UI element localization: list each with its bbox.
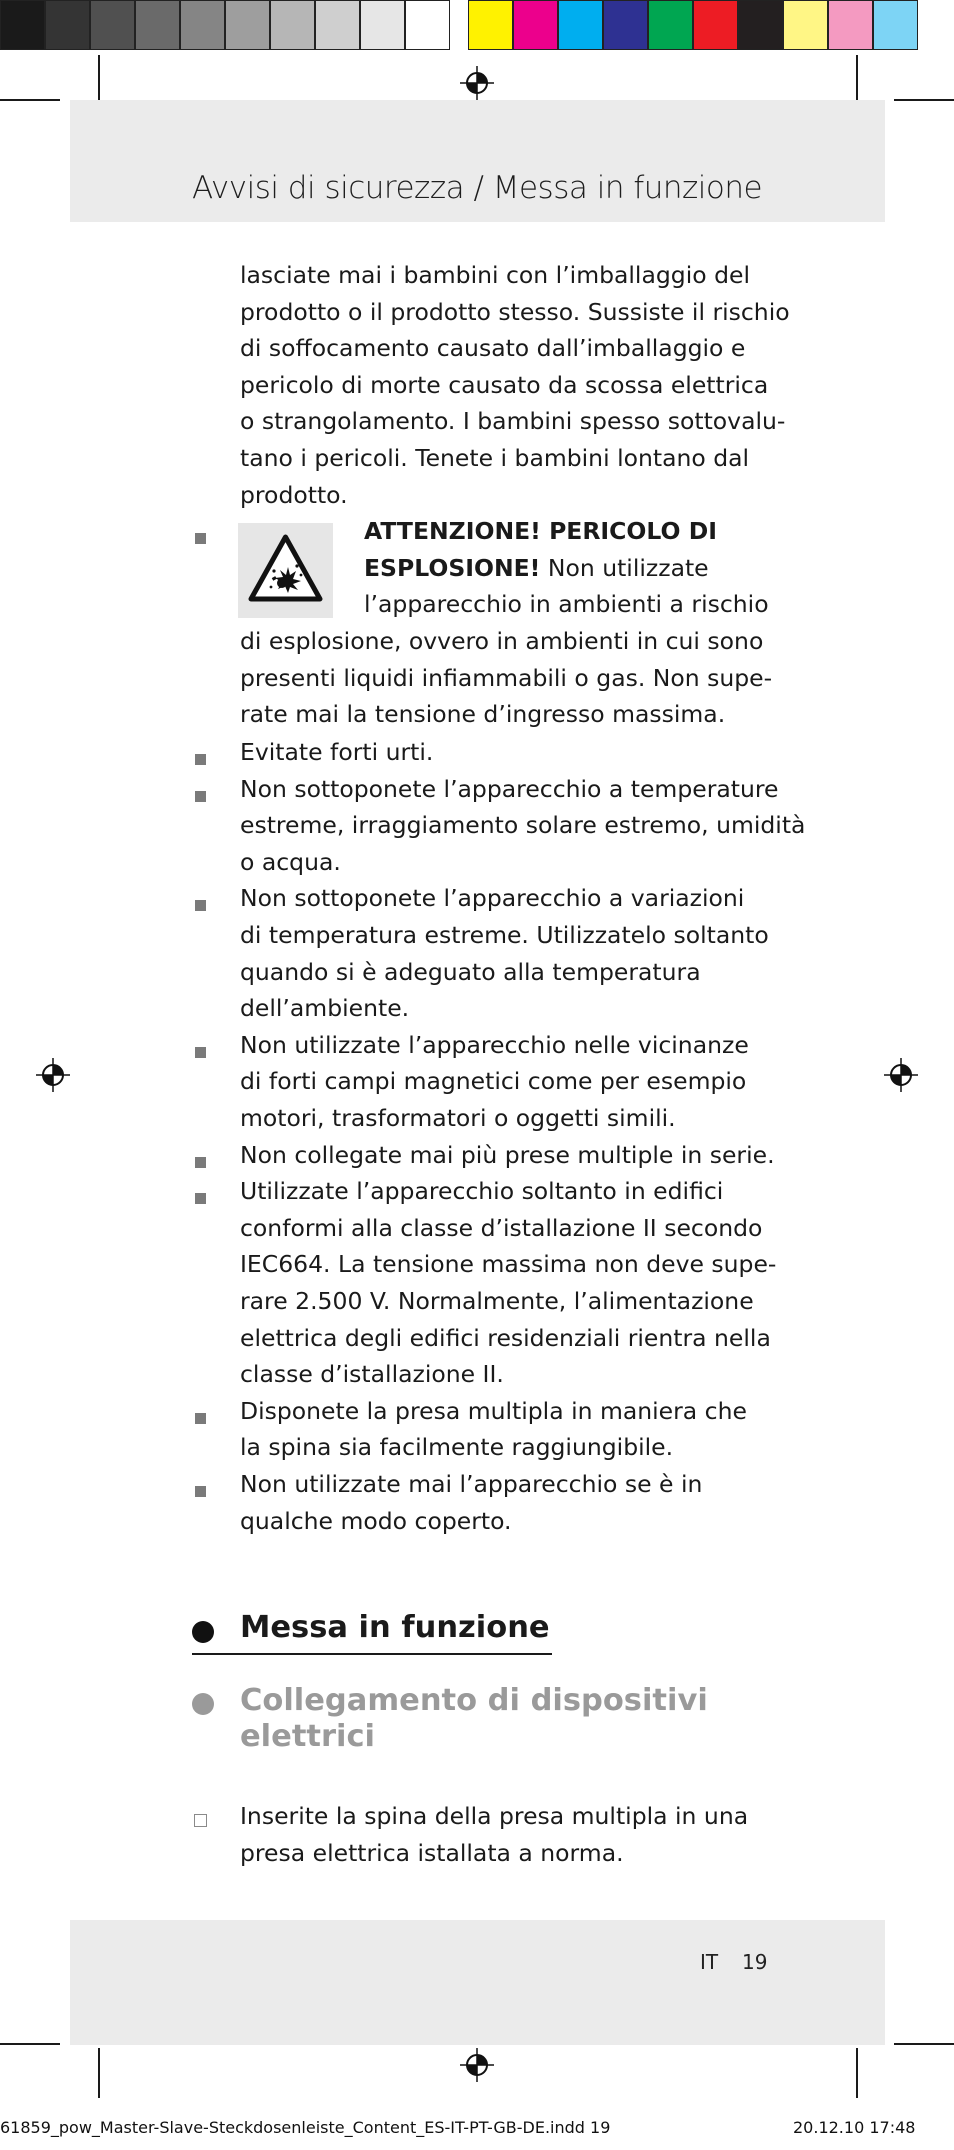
- bullet-item: [240, 1466, 702, 1539]
- bullet-item: [240, 1137, 775, 1174]
- color-swatch: [873, 0, 918, 50]
- bullet-line: di forti campi magnetici come per esempio: [240, 1067, 747, 1096]
- color-swatch: [783, 0, 828, 50]
- step-text: [240, 1798, 748, 1871]
- bullet-item: [240, 880, 769, 1026]
- bullet-line: di temperatura estreme. Utilizzatelo soltanto: [240, 920, 769, 949]
- crop-mark: [856, 55, 858, 105]
- crop-mark: [98, 55, 100, 105]
- warning-line: rate mai la tensione d’ingresso massima.: [240, 700, 726, 729]
- crop-mark: [894, 99, 954, 101]
- color-swatch: [648, 0, 693, 50]
- color-swatch: [468, 0, 513, 50]
- gray-swatch: [270, 0, 315, 50]
- bullet-marker: [195, 533, 206, 544]
- bullet-marker: [195, 1157, 206, 1168]
- crop-mark: [0, 99, 60, 101]
- gray-swatch: [180, 0, 225, 50]
- bullet-line: Non sottoponete l’apparecchio a temperature: [240, 774, 779, 803]
- color-swatch: [558, 0, 603, 50]
- swatch-gap: [450, 0, 468, 50]
- gray-swatch: [45, 0, 90, 50]
- file-date: 20.12.10 17:48: [793, 2118, 916, 2137]
- bullet-item: [240, 1027, 749, 1137]
- section2-title-line: elettrici: [240, 1719, 376, 1754]
- intro-line: lasciate mai i bambini con l’imballaggio del: [240, 261, 750, 289]
- gray-swatch: [90, 0, 135, 50]
- warning-line: presenti liquidi infiammabili o gas. Non supe-: [240, 663, 773, 692]
- intro-line: pericolo di morte causato da scossa elettrica: [240, 370, 769, 399]
- registration-mark-icon: [460, 66, 494, 100]
- intro-paragraph: [240, 257, 790, 513]
- warning-text: [364, 513, 769, 623]
- gray-swatch: [360, 0, 405, 50]
- gray-swatch: [0, 0, 45, 50]
- bullet-line: dell’ambiente.: [240, 994, 410, 1023]
- section-dot: [192, 1621, 214, 1643]
- bullet-marker: [195, 1413, 206, 1424]
- step-line: presa elettrica istallata a norma.: [240, 1838, 624, 1867]
- warning-line2: [364, 550, 769, 587]
- bullet-item: [240, 1393, 747, 1466]
- bullet-marker: [195, 1486, 206, 1497]
- bullet-line: Non collegate mai più prese multiple in serie.: [240, 1140, 775, 1169]
- step-checkbox-icon: [194, 1814, 207, 1827]
- bullet-line: o acqua.: [240, 847, 341, 876]
- bullet-line: Non utilizzate mai l’apparecchio se è in: [240, 1470, 703, 1498]
- bullet-line: Disponete la presa multipla in maniera che: [240, 1396, 747, 1425]
- gray-swatch: [405, 0, 450, 50]
- page-number: 19: [742, 1950, 768, 1974]
- bullet-marker: [195, 791, 206, 802]
- bullet-item: [240, 1173, 776, 1393]
- warning-line2-rest: Non utilizzate: [540, 553, 709, 582]
- step-line: Inserite la spina della presa multipla in una: [240, 1802, 749, 1830]
- bullet-line: la spina sia facilmente raggiungibile.: [240, 1433, 674, 1462]
- bullet-line: rare 2.500 V. Normalmente, l’alimentazione: [240, 1286, 754, 1315]
- intro-line: prodotto o il prodotto stesso. Sussiste il rischio: [240, 297, 790, 326]
- warning-icon-box: [238, 523, 333, 618]
- explosion-warning-icon: [238, 523, 333, 618]
- bullet-line: Non utilizzate l’apparecchio nelle vicinanze: [240, 1030, 749, 1059]
- color-calibration-bar: [0, 0, 918, 50]
- registration-mark-icon: [884, 1058, 918, 1092]
- crop-mark: [894, 2043, 954, 2045]
- bullet-item: [240, 734, 433, 771]
- section2-title-line: Collegamento di dispositivi: [240, 1683, 708, 1718]
- registration-mark-icon: [460, 2048, 494, 2082]
- warning-heading-line2: ESPLOSIONE!: [364, 553, 541, 582]
- section-title-collegamento: [240, 1683, 708, 1755]
- file-info: 61859_pow_Master-Slave-Steckdosenleiste_Content_ES-IT-PT-GB-DE.indd 19: [0, 2118, 611, 2137]
- gray-swatch: [225, 0, 270, 50]
- gray-swatch: [315, 0, 360, 50]
- bullet-line: conformi alla classe d’istallazione II secondo: [240, 1213, 763, 1242]
- crop-mark: [856, 2048, 858, 2098]
- intro-line: o strangolamento. I bambini spesso sottovalu-: [240, 407, 786, 436]
- warning-line: l’apparecchio in ambienti a rischio: [364, 590, 769, 619]
- bullet-line: IEC664. La tensione massima non deve supe-: [240, 1250, 777, 1279]
- footer-language: IT: [700, 1950, 719, 1974]
- bullet-marker: [195, 1047, 206, 1058]
- registration-mark-icon: [36, 1058, 70, 1092]
- bullet-line: elettrica degli edifici residenziali rientra nella: [240, 1323, 771, 1352]
- bullet-line: motori, trasformatori o oggetti simili.: [240, 1103, 676, 1132]
- bullet-marker: [195, 1193, 206, 1204]
- bullet-line: Evitate forti urti.: [240, 738, 434, 766]
- intro-line: tano i pericoli. Tenete i bambini lontano dal: [240, 443, 750, 472]
- warning-continuation: [240, 623, 772, 733]
- section-underline: [192, 1653, 552, 1655]
- section-dot: [192, 1693, 214, 1715]
- color-swatch: [513, 0, 558, 50]
- bullet-item: [240, 771, 805, 881]
- bullet-marker: [195, 754, 206, 765]
- bullet-line: Utilizzate l’apparecchio soltanto in edifici: [240, 1177, 724, 1206]
- color-swatch: [738, 0, 783, 50]
- bullet-marker: [195, 900, 206, 911]
- color-swatch: [693, 0, 738, 50]
- color-swatch: [603, 0, 648, 50]
- gray-swatch: [135, 0, 180, 50]
- footer-band: [70, 1920, 885, 2045]
- bullet-line: quando si è adeguato alla temperatura: [240, 957, 701, 986]
- crop-mark: [98, 2048, 100, 2098]
- warning-heading-line1: ATTENZIONE! PERICOLO DI: [364, 517, 717, 545]
- bullet-line: estreme, irraggiamento solare estremo, umidità: [240, 811, 806, 840]
- page-title: Avvisi di sicurezza / Messa in funzione: [192, 170, 763, 206]
- color-swatch: [828, 0, 873, 50]
- bullet-line: Non sottoponete l’apparecchio a variazioni: [240, 884, 745, 913]
- bullet-line: classe d’istallazione II.: [240, 1360, 504, 1389]
- section-title-messa-in-funzione: Messa in funzione: [240, 1610, 550, 1645]
- bullet-line: qualche modo coperto.: [240, 1506, 512, 1535]
- intro-line: di soffocamento causato dall’imballaggio e: [240, 334, 746, 363]
- crop-mark: [0, 2043, 60, 2045]
- warning-line: di esplosione, ovvero in ambienti in cui sono: [240, 627, 764, 655]
- intro-line: prodotto.: [240, 480, 348, 509]
